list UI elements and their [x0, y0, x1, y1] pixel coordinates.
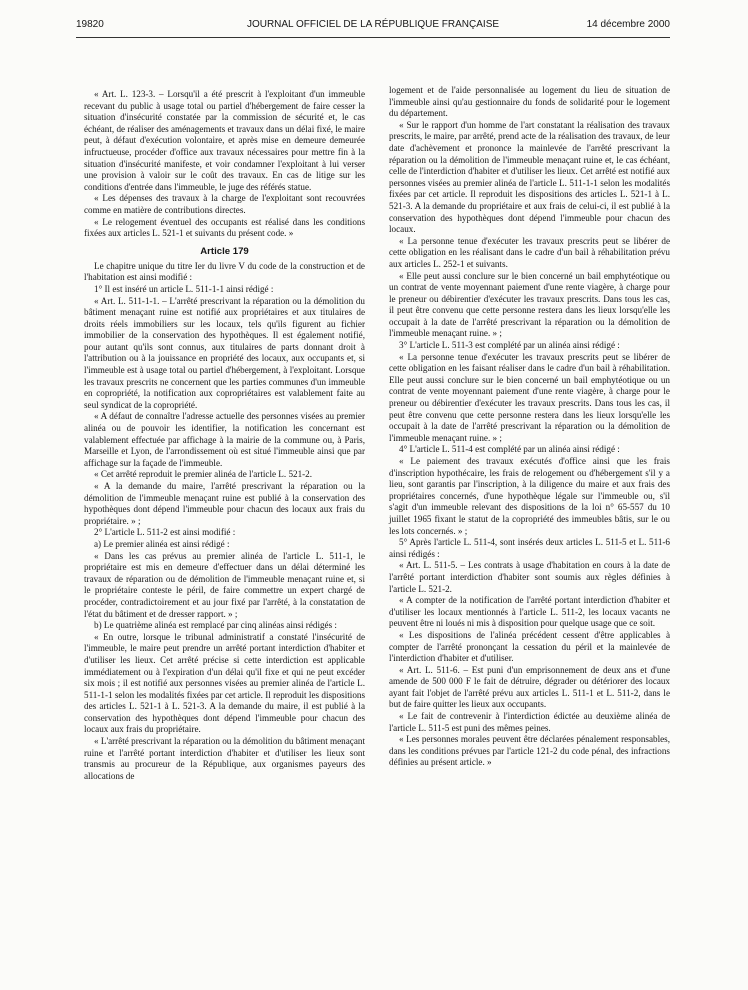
paragraph: « L'arrêté prescrivant la réparation ou la démolition du bâtiment menaçant ruine et l'arrêté portant interdiction d'habiter et d'utiliser les lieux sont transmis au procureur de la République, aux organismes payeurs des allocations de	[84, 736, 365, 781]
paragraph: 2° L'article L. 511-2 est ainsi modifié :	[94, 527, 236, 538]
paragraph: « Art. L. 123-3. – Lorsqu'il a été prescrit à l'exploitant d'un immeuble recevant du public à usage total ou partiel d'hébergement de faire cesser la situation d'insécurité constatée par la commission de sécurité et, le cas échéant, de réaliser des aménagements et travaux dans un délai fixé, le maire peut, à défaut d'exécution volontaire, et après mise en demeure demeurée infructueuse, procéder d'office aux travaux nécessaires pour mettre fin à la situation d'insécurité manifeste, et voir condamner l'exploitant à lui verser une provision à valoir sur le coût des travaux. En cas de litige sur les conditions d'entrée dans l'immeuble, le juge des référés statue.	[84, 89, 365, 192]
paragraph: « Les dépenses des travaux à la charge de l'exploitant sont recouvrées comme en matière de contributions directes.	[84, 193, 365, 215]
paragraph: « Sur le rapport d'un homme de l'art constatant la réalisation des travaux prescrits, le maire, par arrêté, prend acte de la réalisation des travaux, de leur date d'achèvement et prononce la mainlevée de l'arrêté prescrivant la réparation ou la démolition de l'immeuble menaçant ruine et, le cas échéant, celle de l'interdiction d'habiter et d'utiliser les lieux. Cet arrêté est notifié aux personnes visées au premier alinéa de l'article L. 511-1-1 selon les modalités fixées par cet article. Il reproduit les dispositions des articles L. 521-1 à L. 521-3. A la demande du propriétaire et aux frais de celui-ci, il est publié à la conservation des hypothèques dont dépend l'immeuble pour chacun des locaux.	[389, 119, 670, 235]
page-number: 19820	[76, 19, 104, 30]
paragraph: 5° Après l'article L. 511-4, sont insérés deux articles L. 511-5 et L. 511-6 ainsi rédigés :	[389, 537, 670, 559]
paragraph: « Art. L. 511-6. – Est puni d'un emprisonnement de deux ans et d'une amende de 500 000 F le fait de détruire, dégrader ou détériorer des locaux ayant fait l'objet de l'arrêté prévu aux articles L. 511-1 et L. 511-2, dans le but de faire quitter les lieux aux occupants.	[389, 664, 670, 710]
journal-title: JOURNAL OFFICIEL DE LA RÉPUBLIQUE FRANÇAISE	[246, 19, 500, 30]
paragraph: « A défaut de connaître l'adresse actuelle des personnes visées au premier alinéa ou de pouvoir les identifier, la notification les concernant est valablement effectuée par affichage à la mairie de la commune ou, à Paris, Marseille et Lyon, de l'arrondissement où est situé l'immeuble ainsi que par affichage sur la façade de l'immeuble.	[84, 411, 365, 468]
paragraph: « A la demande du maire, l'arrêté prescrivant la réparation ou la démolition de l'immeuble menaçant ruine est publié à la conservation des hypothèques dont dépend l'immeuble pour chacun des locaux aux frais du propriétaire. » ;	[84, 481, 365, 526]
paragraph: « En outre, lorsque le tribunal administratif a constaté l'insécurité de l'immeuble, le maire peut prendre un arrêté portant interdiction d'habiter et d'utiliser les lieux. Cet arrêté précise si cette interdiction est applicable immédiatement ou à l'expiration d'un délai qu'il fixe et qui ne peut excéder six mois ; il est notifié aux personnes visées au premier alinéa de l'article L. 511-1-1 selon les modalités fixées par cet article. Il reproduit les dispositions des articles L. 521-1 à L. 521-3. A la demande du maire, il est publié à la conservation des hypothèques dont dépend l'immeuble pour chacun des locaux aux frais du propriétaire.	[84, 631, 365, 735]
paragraph: 4° L'article L. 511-4 est complété par un alinéa ainsi rédigé :	[399, 444, 620, 455]
paragraph: « Dans les cas prévus au premier alinéa de l'article L. 511-1, le propriétaire est mis en demeure d'effectuer dans un délai déterminé les travaux de réparation ou de démolition de l'immeuble menaçant ruine et, si le propriétaire conteste le péril, de faire commettre un expert chargé de procéder, contradictoirement et au jour fixé par l'arrêté, à la constatation de l'état du bâtiment et de dresser rapport. » ;	[84, 550, 365, 619]
paragraph: « La personne tenue d'exécuter les travaux prescrits peut se libérer de cette obligation en les faisant réaliser dans le cadre d'un bail à réhabilitation. Elle peut aussi conclure sur le bien concerné un bail emphytéotique ou un contrat de vente moyennant paiement d'une rente viagère, à charge pour le preneur ou débirentier d'exécuter les travaux prescrits. Dans tous les cas, il peut être convenu que cette personne restera dans les lieux lorsqu'elle les occupait à la date de l'arrêté prescrivant la réparation ou la démolition de l'immeuble menaçant ruine. » ;	[389, 351, 670, 443]
paragraph: a) Le premier alinéa est ainsi rédigé :	[94, 538, 230, 549]
issue-date: 14 décembre 2000	[586, 19, 670, 30]
right-column	[389, 85, 670, 769]
paragraph: « Le relogement éventuel des occupants est réalisé dans les conditions fixées aux articles L. 521-1 et suivants du présent code. »	[84, 216, 365, 239]
paragraph: « A compter de la notification de l'arrêté portant interdiction d'habiter et d'utiliser les locaux mentionnés à l'article L. 511-2, les locaux vacants ne peuvent être ni loués ni mis à disposition pour quelque usage que ce soit.	[389, 595, 670, 629]
article-heading: Article 179	[200, 245, 249, 257]
paragraph: « Art. L. 511-5. – Les contrats à usage d'habitation en cours à la date de l'arrêté portant interdiction d'habiter sont soumis aux règles définies à l'article L. 521-2.	[389, 560, 670, 594]
paragraph: « La personne tenue d'exécuter les travaux prescrits peut se libérer de cette obligation en les réalisant dans le cadre d'un bail à réhabilitation prévu aux articles L. 252-1 et suivants.	[389, 235, 670, 269]
paragraph: « Cet arrêté reproduit le premier alinéa de l'article L. 521-2.	[94, 469, 313, 480]
paragraph: b) Le quatrième alinéa est remplacé par cinq alinéas ainsi rédigés :	[94, 620, 337, 631]
paragraph: Le chapitre unique du titre Ier du livre V du code de la construction et de l'habitation est ainsi modifié :	[84, 260, 365, 283]
header-rule	[76, 37, 670, 38]
paragraph: « Elle peut aussi conclure sur le bien concerné un bail emphytéotique ou un contrat de vente moyennant paiement d'une rente viagère, à charge pour le preneur ou débirentier d'exécuter les travaux prescrits. Dans tous les cas, il peut être convenu que cette personne restera dans les lieux lorsqu'elle les occupait à la date de l'arrêté prescrivant la réparation ou la démolition de l'immeuble menaçant ruine. » ;	[389, 270, 670, 339]
page-header	[76, 18, 670, 32]
paragraph: 3° L'article L. 511-3 est complété par un alinéa ainsi rédigé :	[399, 340, 620, 351]
paragraph: « Le paiement des travaux exécutés d'office ainsi que les frais d'inscription hypothécaire, les frais de relogement ou d'hébergement s'il y a lieu, sont garantis par l'inscription, à la diligence du maire et aux frais des propriétaires concernés, d'une hypothèque légale sur l'immeuble ou, s'il s'agit d'un immeuble relevant des dispositions de la loi n° 65-557 du 10 juillet 1965 fixant le statut de la copropriété des immeubles bâtis, sur le ou les lots concernés. » ;	[389, 456, 670, 536]
paragraph: « Le fait de contrevenir à l'interdiction édictée au deuxième alinéa de l'article L. 511-5 est puni des mêmes peines.	[389, 711, 670, 733]
paragraph: 1° Il est inséré un article L. 511-1-1 ainsi rédigé :	[94, 283, 274, 294]
paragraph: « Les dispositions de l'alinéa précédent cessent d'être applicables à compter de l'arrêté prononçant la cessation du péril et la mainlevée de l'interdiction d'habiter et d'utiliser.	[389, 629, 670, 664]
paragraph: logement et de l'aide personnalisée au logement du lieu de situation de l'immeuble ainsi qu'au gestionnaire du fonds de solidarité pour le logement du département.	[389, 85, 670, 119]
left-column	[84, 89, 365, 782]
paragraph: « Les personnes morales peuvent être déclarées pénalement responsables, dans les conditions prévues par l'article 121-2 du code pénal, des infractions définies au présent article. »	[389, 734, 670, 768]
paragraph: « Art. L. 511-1-1. – L'arrêté prescrivant la réparation ou la démolition du bâtiment menaçant ruine est notifié aux propriétaires et aux titulaires de droits réels immobiliers sur les locaux, tels qu'ils figurent au fichier immobilier de la conservation des hypothèques. Il est également notifié, pour autant qu'ils sont connus, aux titulaires de parts donnant droit à l'attribution ou à la jouissance en propriété des locaux, aux occupants et, si l'immeuble est à usage total ou partiel d'hébergement, à l'exploitant. Lorsque les travaux prescrits ne concernent que les parties communes d'un immeuble en copropriété, la notification aux copropriétaires est valablement faite au seul syndicat de la copropriété.	[84, 295, 365, 410]
